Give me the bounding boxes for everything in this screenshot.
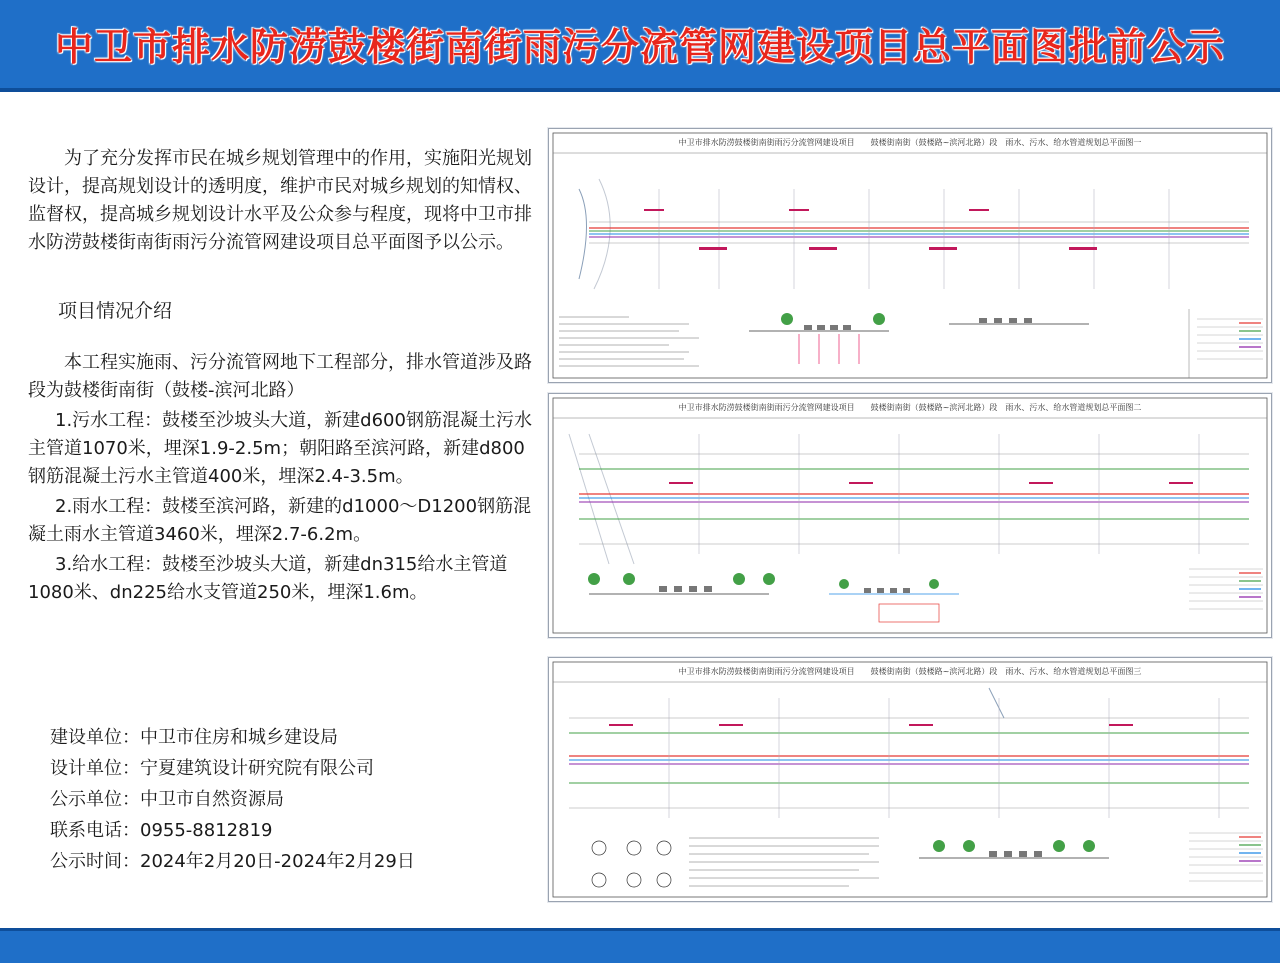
design-unit: 设计单位：宁夏建筑设计研究院有限公司 (50, 758, 374, 779)
plan-sheet-3 (548, 657, 1272, 902)
plan-sheet-2-title: 中卫市排水防涝鼓楼街南街雨污分流管网建设项目 鼓楼街南街（鼓楼路~滨河北路）段 雨水、污水、给水管道规划总平面图二 (678, 403, 1142, 412)
page-title: 中卫市排水防涝鼓楼街南街雨污分流管网建设项目总平面图批前公示 (54, 25, 1225, 69)
project-summary: 本工程实施雨、污分流管网地下工程部分，排水管道涉及路段为鼓楼街南街（鼓楼-滨河北路） (28, 352, 532, 401)
publish-unit: 公示单位：中卫市自然资源局 (50, 789, 284, 810)
plan-sheet-2 (548, 393, 1272, 638)
plan-sheet-3-title: 中卫市排水防涝鼓楼街南街雨污分流管网建设项目 鼓楼街南街（鼓楼路~滨河北路）段 雨水、污水、给水管道规划总平面图三 (678, 667, 1142, 676)
project-item-water: 3.给水工程：鼓楼至沙坡头大道，新建dn315给水主管道1080米、dn225给水支管道250米，埋深1.6m。 (28, 554, 508, 603)
plan-sheet-1-title: 中卫市排水防涝鼓楼街南街雨污分流管网建设项目 鼓楼街南街（鼓楼路~滨河北路）段 雨水、污水、给水管道规划总平面图一 (678, 138, 1142, 147)
contact-phone: 联系电话：0955-8812819 (50, 820, 273, 841)
project-item-sewage: 1.污水工程：鼓楼至沙坡头大道，新建d600钢筋混凝土污水主管道1070米，埋深1.9-2.5m；朝阳路至滨河路，新建d800钢筋混凝土污水主管道400米，埋深2.4-3.5m。 (28, 410, 532, 487)
plan-drawing-2 (549, 394, 1271, 637)
builder-unit: 建设单位：中卫市住房和城乡建设局 (50, 727, 338, 748)
footer-bar (0, 928, 1280, 963)
contact-info (50, 722, 415, 877)
intro-paragraph: 为了充分发挥市民在城乡规划管理中的作用，实施阳光规划设计，提高规划设计的透明度，维护市民对城乡规划的知情权、监督权，提高城乡规划设计水平及公众参与程度，现将中卫市排水防涝鼓楼街南街雨污分流管网建设项目总平面图予以公示。 (28, 148, 532, 253)
section-title: 项目情况介绍 (58, 300, 173, 322)
publish-period: 公示时间：2024年2月20日-2024年2月29日 (50, 851, 415, 872)
plan-sheet-1 (548, 128, 1272, 383)
header-bar (0, 0, 1280, 92)
notice-text (28, 145, 538, 607)
plan-drawing-1 (549, 129, 1271, 382)
project-item-rain: 2.雨水工程：鼓楼至滨河路，新建的d1000～D1200钢筋混凝土雨水主管道3460米，埋深2.7-6.2m。 (28, 496, 532, 545)
plan-drawing-3 (549, 658, 1271, 901)
